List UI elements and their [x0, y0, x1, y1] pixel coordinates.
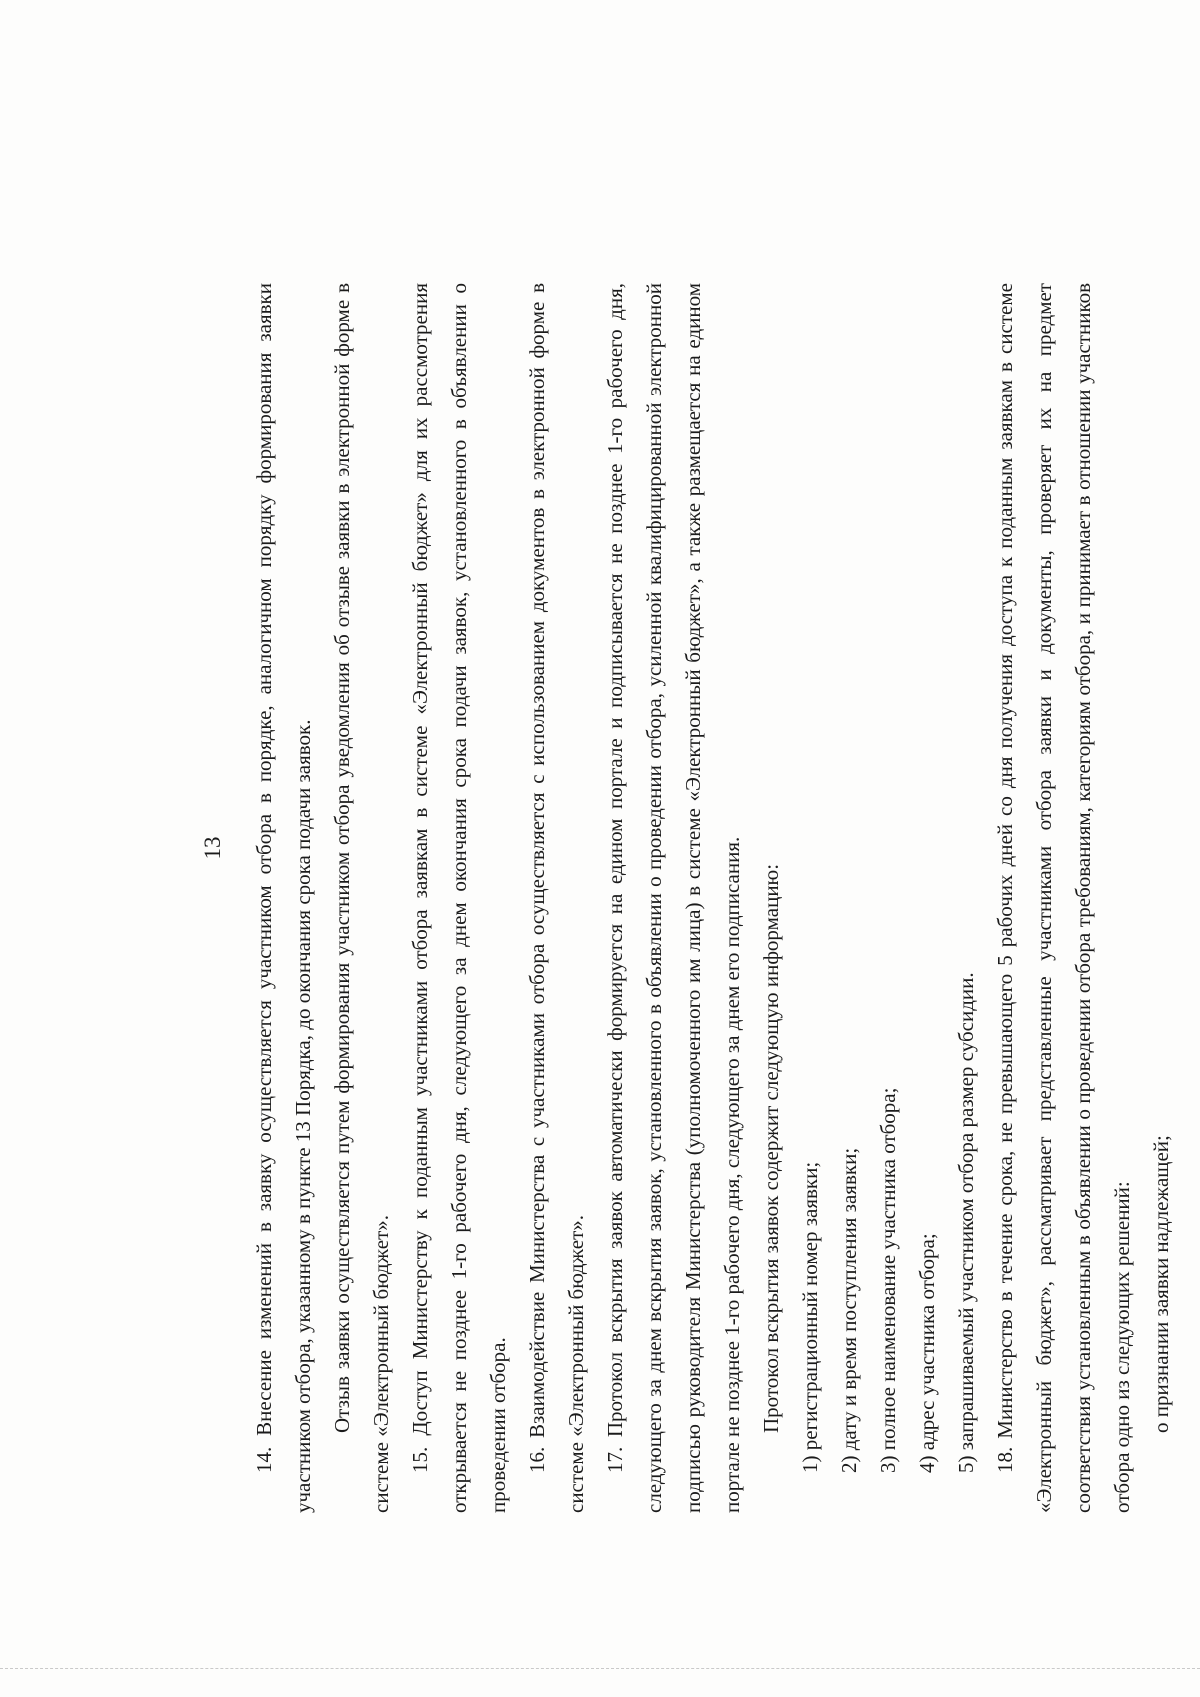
paragraph-17: 17. Протокол вскрытия заявок автоматически формируется на едином портале и подписывается не позднее 1-го рабочего дня, следующего за днем вскрытия заявок, установленного в объявлении о проведении отбора, усиленной квалифицированной электронной подписью руководителя Министерства (уполномоченного им лица) в системе «Электронный бюджет», а также размещается на едином портале не позднее 1-го рабочего дня, следующего за днем его подписания.: [603, 283, 744, 1513]
paragraph-18: 18. Министерство в течение срока, не превышающего 5 рабочих дней со дня получения доступа к поданным заявкам в системе «Электронный бюджет», рассматривает представленные участниками отбора заявки и документы, проверяет их на предмет соответствия установленным в объявлении о проведении отбора требованиям, категориям отбора, и принимает в отношении участников отбора одно из следующих решений:: [993, 283, 1134, 1513]
list-item-4: 4) адрес участника отбора;: [915, 1233, 939, 1473]
scan-edge-line: [0, 1668, 1200, 1669]
paragraph-16: 16. Взаимодействие Министерства с участниками отбора осуществляется с использованием документов в электронной форме в системе «Электронный бюджет».: [525, 283, 588, 1513]
page-number: 13: [200, 836, 225, 860]
list-item-3: 3) полное наименование участника отбора;: [876, 1087, 900, 1473]
list-item-1: 1) регистрационный номер заявки;: [798, 1161, 822, 1473]
paragraph-protocol-contents: Протокол вскрытия заявок содержит следующую информацию:: [759, 863, 783, 1433]
document-body: [245, 283, 1181, 1513]
list-item-2: 2) дату и время поступления заявки;: [837, 1147, 861, 1473]
rotated-document-page: [130, 138, 1173, 1558]
paragraph-withdrawal: Отзыв заявки осуществляется путем формирования участником отбора уведомления об отзыве заявки в электронной форме в системе «Электронный бюджет».: [330, 283, 393, 1513]
decision-option-1: о признании заявки надлежащей;: [1149, 1135, 1173, 1433]
list-item-5: 5) запрашиваемый участником отбора размер субсидии.: [954, 972, 978, 1473]
paragraph-15: 15. Доступ Министерству к поданным участниками отбора заявкам в системе «Электронный бюджет» для их рассмотрения открывается не позднее 1-го рабочего дня, следующего за днем окончания срока подачи заявок, установленного в объявлении о проведении отбора.: [408, 283, 510, 1513]
paragraph-14: 14. Внесение изменений в заявку осуществляется участником отбора в порядке, аналогичном порядку формирования заявки участником отбора, указанному в пункте 13 Порядка, до окончания срока подачи заявок.: [252, 283, 315, 1513]
